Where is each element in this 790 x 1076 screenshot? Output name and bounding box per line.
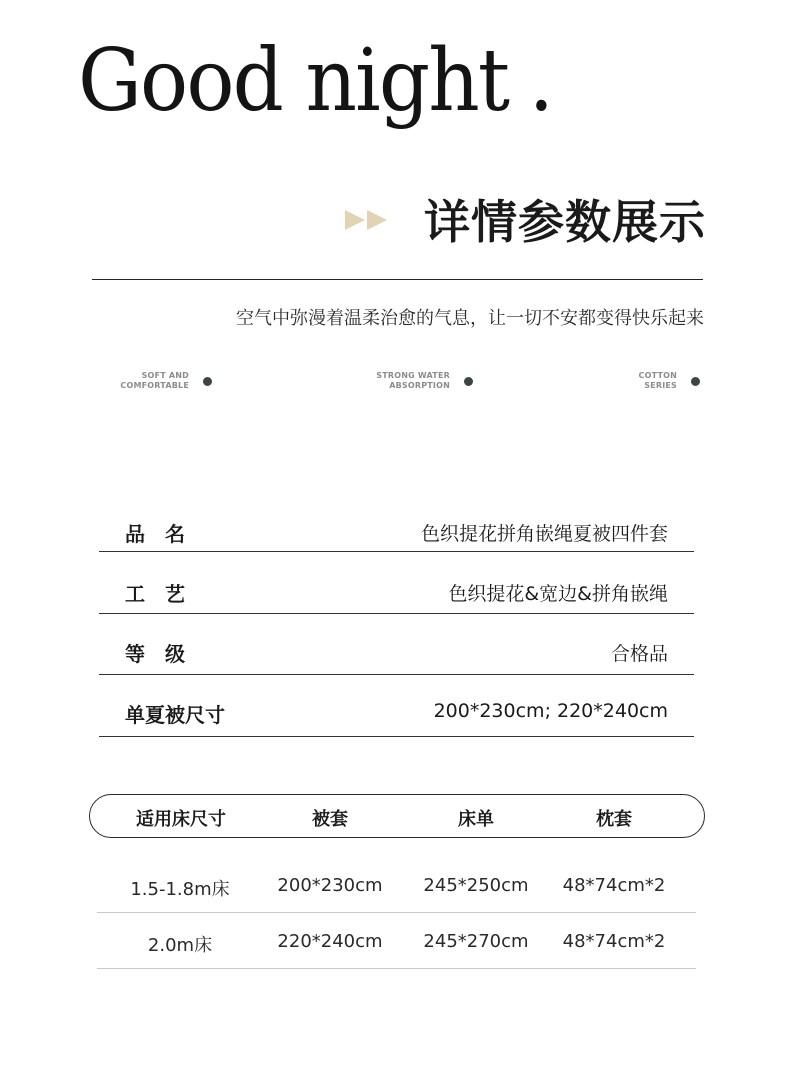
feature-cotton-series [639,371,700,391]
table-cell: 245*250cm [423,875,529,896]
param-row-size [99,675,694,737]
size-table-header [89,794,705,838]
feature-line: STRONG WATER [376,371,450,380]
feature-soft-comfortable [120,371,212,391]
bullet-dot-icon [203,377,212,386]
double-arrow-icon [345,206,389,234]
hero-title-dot: . [528,31,553,131]
param-label: 单夏被尺寸 [125,703,225,727]
feature-line: SERIES [644,381,677,390]
column-header: 床单 [458,809,494,830]
feature-text [639,371,677,391]
table-cell: 48*74cm*2 [562,875,666,896]
param-value: 色织提花&宽边&拼角嵌绳 [448,583,668,605]
feature-water-absorption [376,371,473,391]
table-row [97,913,696,969]
column-header: 枕套 [596,809,632,830]
feature-line: ABSORPTION [389,381,450,390]
param-label: 等 级 [125,642,185,666]
param-label: 工 艺 [125,582,185,606]
hero-title [78,31,553,131]
section-title: 详情参数展示 [424,195,706,249]
param-row-grade [99,614,694,675]
feature-line: COMFORTABLE [120,381,189,390]
param-table [99,503,694,737]
table-cell: 200*230cm [277,875,383,896]
section-subtitle: 空气中弥漫着温柔治愈的气息，让一切不安都变得快乐起来 [236,308,704,329]
param-value: 合格品 [610,643,668,665]
bullet-dot-icon [691,377,700,386]
table-cell: 245*270cm [423,931,529,952]
feature-line: COTTON [638,371,677,380]
table-row [97,857,696,913]
hero-title-text: Good night [78,31,509,131]
feature-text [376,371,450,391]
column-header: 适用床尺寸 [136,809,226,830]
table-cell: 1.5-1.8m床 [130,879,230,900]
table-cell: 48*74cm*2 [562,931,666,952]
param-value: 200*230cm; 220*240cm [433,700,668,722]
feature-text [120,371,189,391]
bullet-dot-icon [464,377,473,386]
param-row-name [99,503,694,552]
param-value: 色织提花拼角嵌绳夏被四件套 [420,523,668,545]
table-cell: 220*240cm [277,931,383,952]
param-row-craft [99,552,694,614]
divider [92,279,703,280]
feature-line: SOFT AND [141,371,189,380]
table-cell: 2.0m床 [147,935,213,956]
column-header: 被套 [312,809,348,830]
param-label: 品 名 [125,522,185,546]
